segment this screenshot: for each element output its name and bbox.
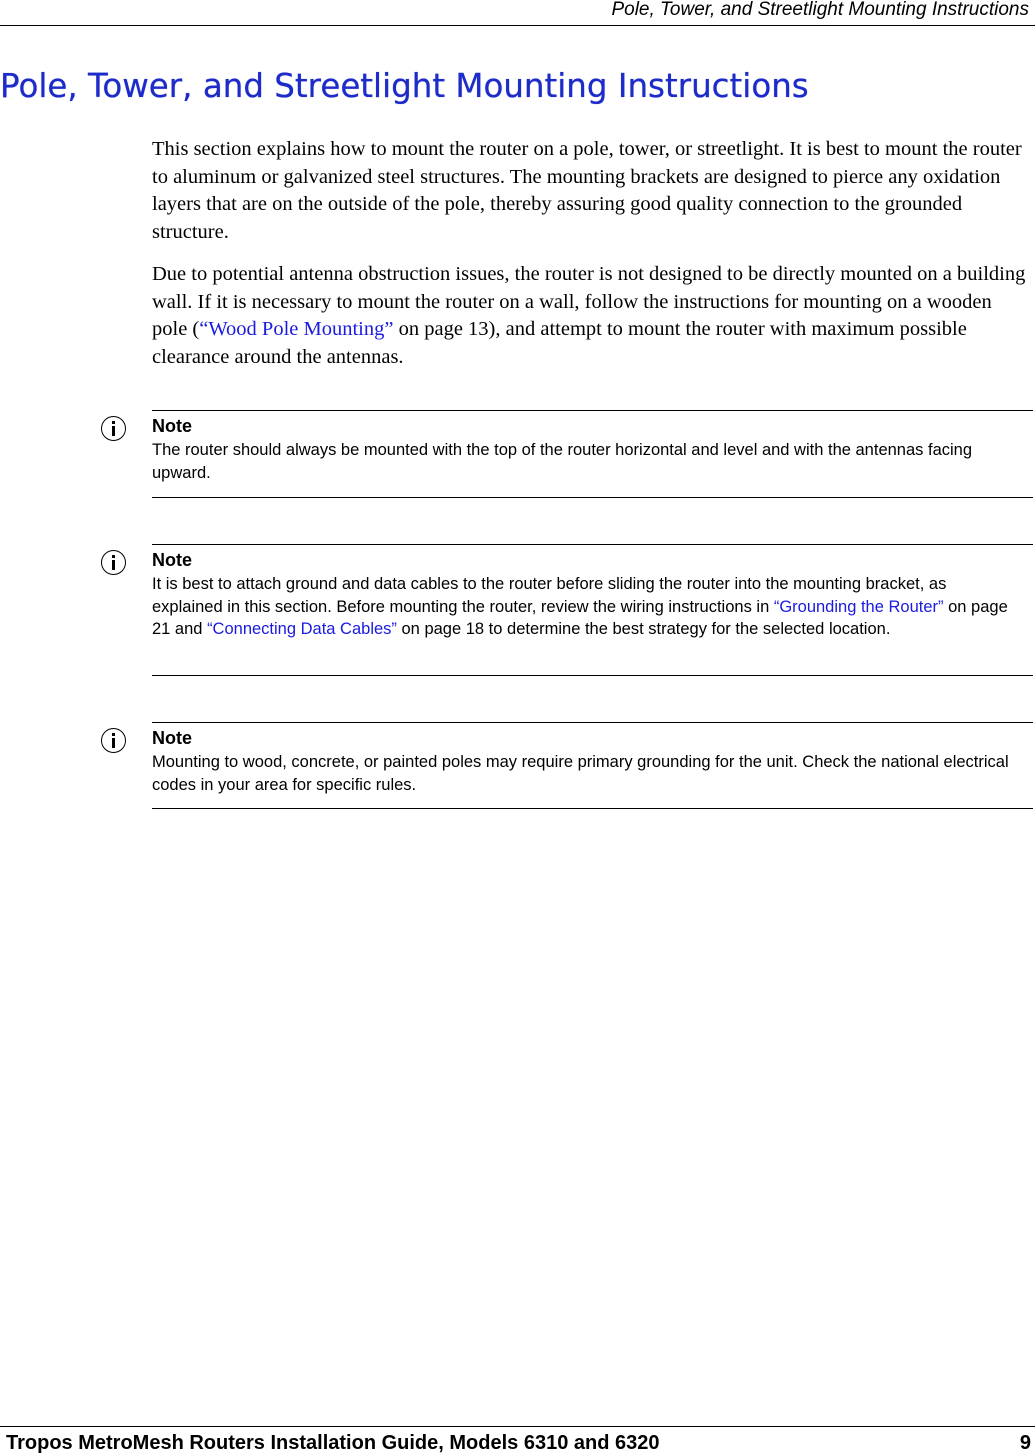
note-top-rule bbox=[152, 410, 1033, 411]
note-text-part: It is best to attach ground and data cables to the router before sliding the router into the mounting bracket, as explained in this section. Before mounting the router, review the wiring instructions in bbox=[152, 575, 947, 616]
wood-pole-mounting-link[interactable]: “Wood Pole Mounting” bbox=[199, 318, 394, 340]
note-text: Mounting to wood, concrete, or painted poles may require primary grounding for the unit. Check the national electrical codes in your area for specific rules. bbox=[152, 753, 1009, 794]
intro-paragraph: This section explains how to mount the router on a pole, tower, or streetlight. It is best to mount the router to aluminum or galvanized steel structures. The mounting brackets are designed to pierce any oxidation layers that are on the outside of the pole, thereby assuring good quality connection to the grounded structure. bbox=[152, 138, 1022, 243]
note-text bbox=[152, 573, 1012, 641]
connecting-data-cables-link[interactable]: “Connecting Data Cables” bbox=[207, 620, 397, 638]
grounding-the-router-link[interactable]: “Grounding the Router” bbox=[773, 597, 944, 616]
note-top-rule bbox=[152, 722, 1033, 723]
wall-mount-paragraph bbox=[152, 261, 1032, 371]
info-icon bbox=[101, 728, 126, 753]
note-bottom-rule bbox=[152, 808, 1033, 809]
note-text-part: on page 18 to determine the best strategy for the selected location. bbox=[396, 620, 891, 638]
note-bottom-rule bbox=[152, 497, 1033, 498]
wall-mount-text-start: Due to potential antenna obstruction issues, the router is not designed to be directly mounted on a building wall. If it is necessary to mount the router on a wall, follow the instructions for mounting on a wooden pole ( bbox=[152, 263, 1026, 340]
note-text-part: on page 21 and bbox=[152, 597, 1008, 638]
footer-rule bbox=[0, 1426, 1035, 1427]
footer-page-number: 9 bbox=[1019, 1432, 1031, 1454]
note-label: Note bbox=[152, 728, 192, 748]
running-header: Pole, Tower, and Streetlight Mounting Instructions bbox=[611, 0, 1029, 20]
footer-book-title: Tropos MetroMesh Routers Installation Guide, Models 6310 and 6320 bbox=[6, 1432, 660, 1454]
note-bottom-rule bbox=[152, 675, 1033, 676]
note-top-rule bbox=[152, 544, 1033, 545]
note-label: Note bbox=[152, 416, 192, 436]
header-rule bbox=[0, 25, 1035, 26]
page-title: Pole, Tower, and Streetlight Mounting Instructions bbox=[0, 67, 809, 105]
intro-paragraph-container bbox=[152, 136, 1032, 246]
note-label: Note bbox=[152, 550, 192, 570]
info-icon bbox=[101, 550, 126, 575]
info-icon bbox=[101, 416, 126, 441]
wall-mount-paragraph-container bbox=[152, 261, 1032, 371]
wall-mount-text-end: on page 13), and attempt to mount the router with maximum possible clearance around the antennas. bbox=[152, 318, 967, 368]
note-text: The router should always be mounted with the top of the router horizontal and level and with the antennas facing upward. bbox=[152, 441, 973, 482]
